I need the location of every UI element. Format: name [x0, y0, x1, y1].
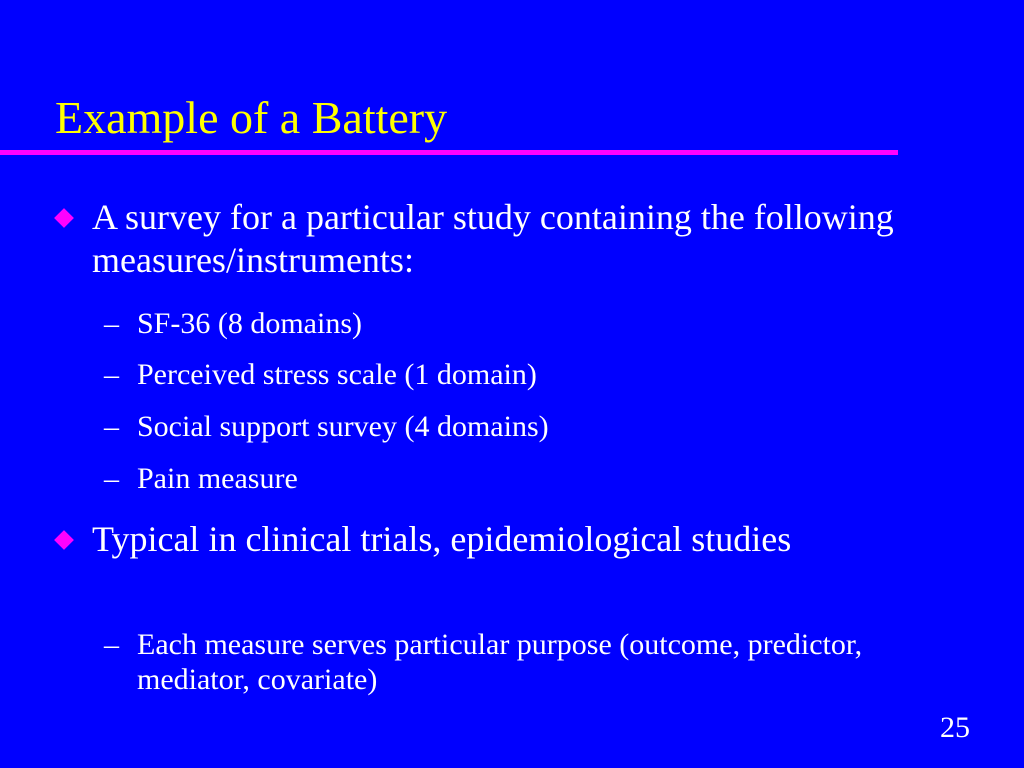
dash-marker: – — [104, 410, 119, 443]
sub-bullet-item — [104, 357, 964, 392]
sub-bullet-item — [104, 306, 964, 341]
sub-bullet-text: Each measure serves particular purpose (outcome, predictor, mediator, covariate) — [137, 628, 863, 696]
dash-marker: – — [104, 358, 119, 391]
dash-marker: – — [104, 307, 119, 340]
sub-bullet-text: Perceived stress scale (1 domain) — [137, 358, 537, 391]
sub-bullet-text: Social support survey (4 domains) — [137, 410, 549, 443]
diamond-bullet-icon — [54, 530, 74, 550]
sub-bullet-item — [104, 409, 964, 444]
dash-marker: – — [104, 628, 119, 661]
slide-title: Example of a Battery — [55, 92, 448, 143]
dash-marker: – — [104, 462, 119, 495]
page-number: 25 — [940, 711, 970, 744]
sub-bullet-item — [104, 627, 964, 697]
bullet-item: A survey for a particular study containing the following measures/instruments: — [92, 197, 894, 280]
sub-bullet-item — [104, 461, 964, 496]
bullet-item: Typical in clinical trials, epidemiological studies — [92, 519, 792, 559]
sub-bullet-text: Pain measure — [137, 462, 298, 495]
diamond-bullet-icon — [54, 208, 74, 228]
sub-bullet-text: SF-36 (8 domains) — [137, 307, 362, 340]
